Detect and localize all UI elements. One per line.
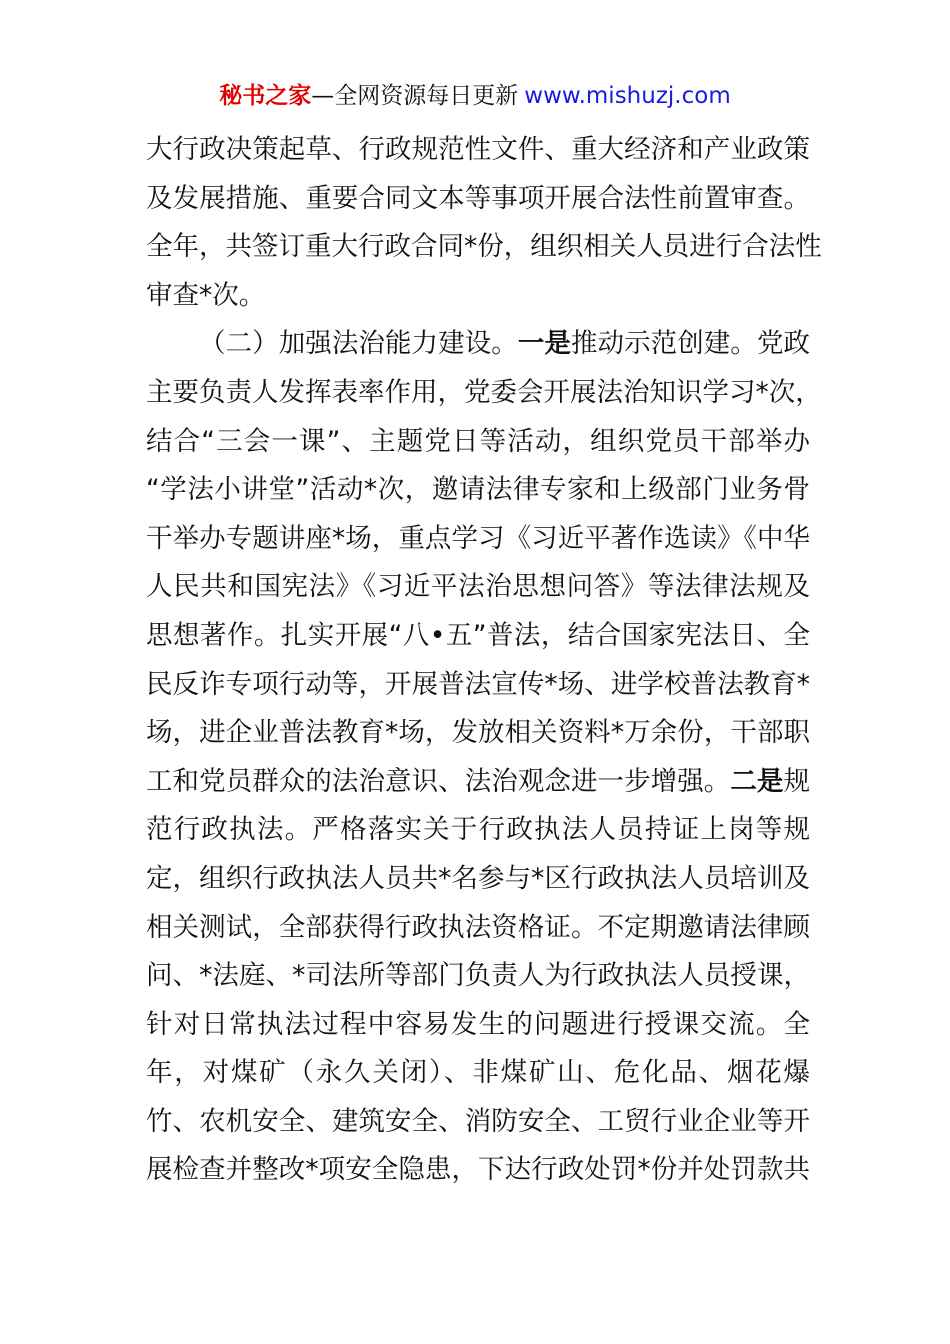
text-line: 及发展措施、重要合同文本等事项开展合法性前置审查。 — [146, 182, 810, 214]
text-line: 主要负责人发挥表率作用，党委会开展法治知识学习*次， — [146, 376, 822, 408]
text-line: 场，进企业普法教育*场，发放相关资料*万余份，干部职 — [146, 717, 810, 749]
bold-marker: 一是 — [517, 328, 571, 360]
text-line: 思想著作。扎实开展“八•五”普法，结合国家宪法日、全 — [146, 619, 810, 651]
text-line: 问、*法庭、*司法所等部门负责人为行政执法人员授课， — [146, 960, 810, 992]
text-line: “学法小讲堂”活动*次，邀请法律专家和上级部门业务骨 — [146, 474, 810, 506]
text-line: 展检查并整改*项安全隐患，下达行政处罚*份并处罚款共 — [146, 1154, 810, 1186]
site-url[interactable]: www.mishuzj.com — [524, 83, 731, 109]
text-line: 人民共和国宪法》《习近平法治思想问答》等法律法规及 — [146, 571, 810, 603]
text-line: 相关测试，全部获得行政执法资格证。不定期邀请法律顾 — [146, 911, 810, 943]
text-line: 结合“三会一课”、主题党日等活动，组织党员干部举办 — [146, 425, 810, 457]
text-line: 大行政决策起草、行政规范性文件、重大经济和产业政策 — [146, 134, 810, 165]
bold-marker: 二是 — [730, 765, 784, 797]
text-line: 全年，共签订重大行政合同*份，组织相关人员进行合法性 — [146, 231, 822, 263]
text-line: 民反诈专项行动等，开展普法宣传*场、进学校普法教育* — [146, 668, 810, 700]
text-segment: 工和党员群众的法治意识、法治观念进一步增强。 — [146, 765, 731, 797]
text-line: 审查*次。 — [146, 279, 266, 311]
text-segment: 推动示范创建。党政 — [570, 328, 811, 360]
text-line: 定，组织行政执法人员共*名参与*区行政执法人员培训及 — [146, 862, 810, 894]
brand-name: 秘书之家 — [219, 83, 312, 109]
page-header — [0, 80, 950, 112]
text-line: 年，对煤矿（永久关闭）、非煤矿山、危化品、烟花爆 — [146, 1057, 810, 1089]
section-heading: （二）加强法治能力建设。 — [199, 328, 518, 360]
paragraph-heading-line — [146, 320, 810, 369]
text-line: 竹、农机安全、建筑安全、消防安全、工贸行业企业等开 — [146, 1105, 810, 1137]
text-line: 干举办专题讲座*场，重点学习《习近平著作选读》《中华 — [146, 522, 810, 554]
document-body — [146, 126, 822, 1195]
text-line: 范行政执法。严格落实关于行政执法人员持证上岗等规 — [146, 814, 810, 846]
text-line: 针对日常执法过程中容易发生的问题进行授课交流。全 — [146, 1008, 810, 1040]
header-tagline: —全网资源每日更新 — [311, 83, 519, 109]
text-segment: 规 — [783, 765, 810, 797]
text-line-with-marker — [146, 758, 810, 807]
